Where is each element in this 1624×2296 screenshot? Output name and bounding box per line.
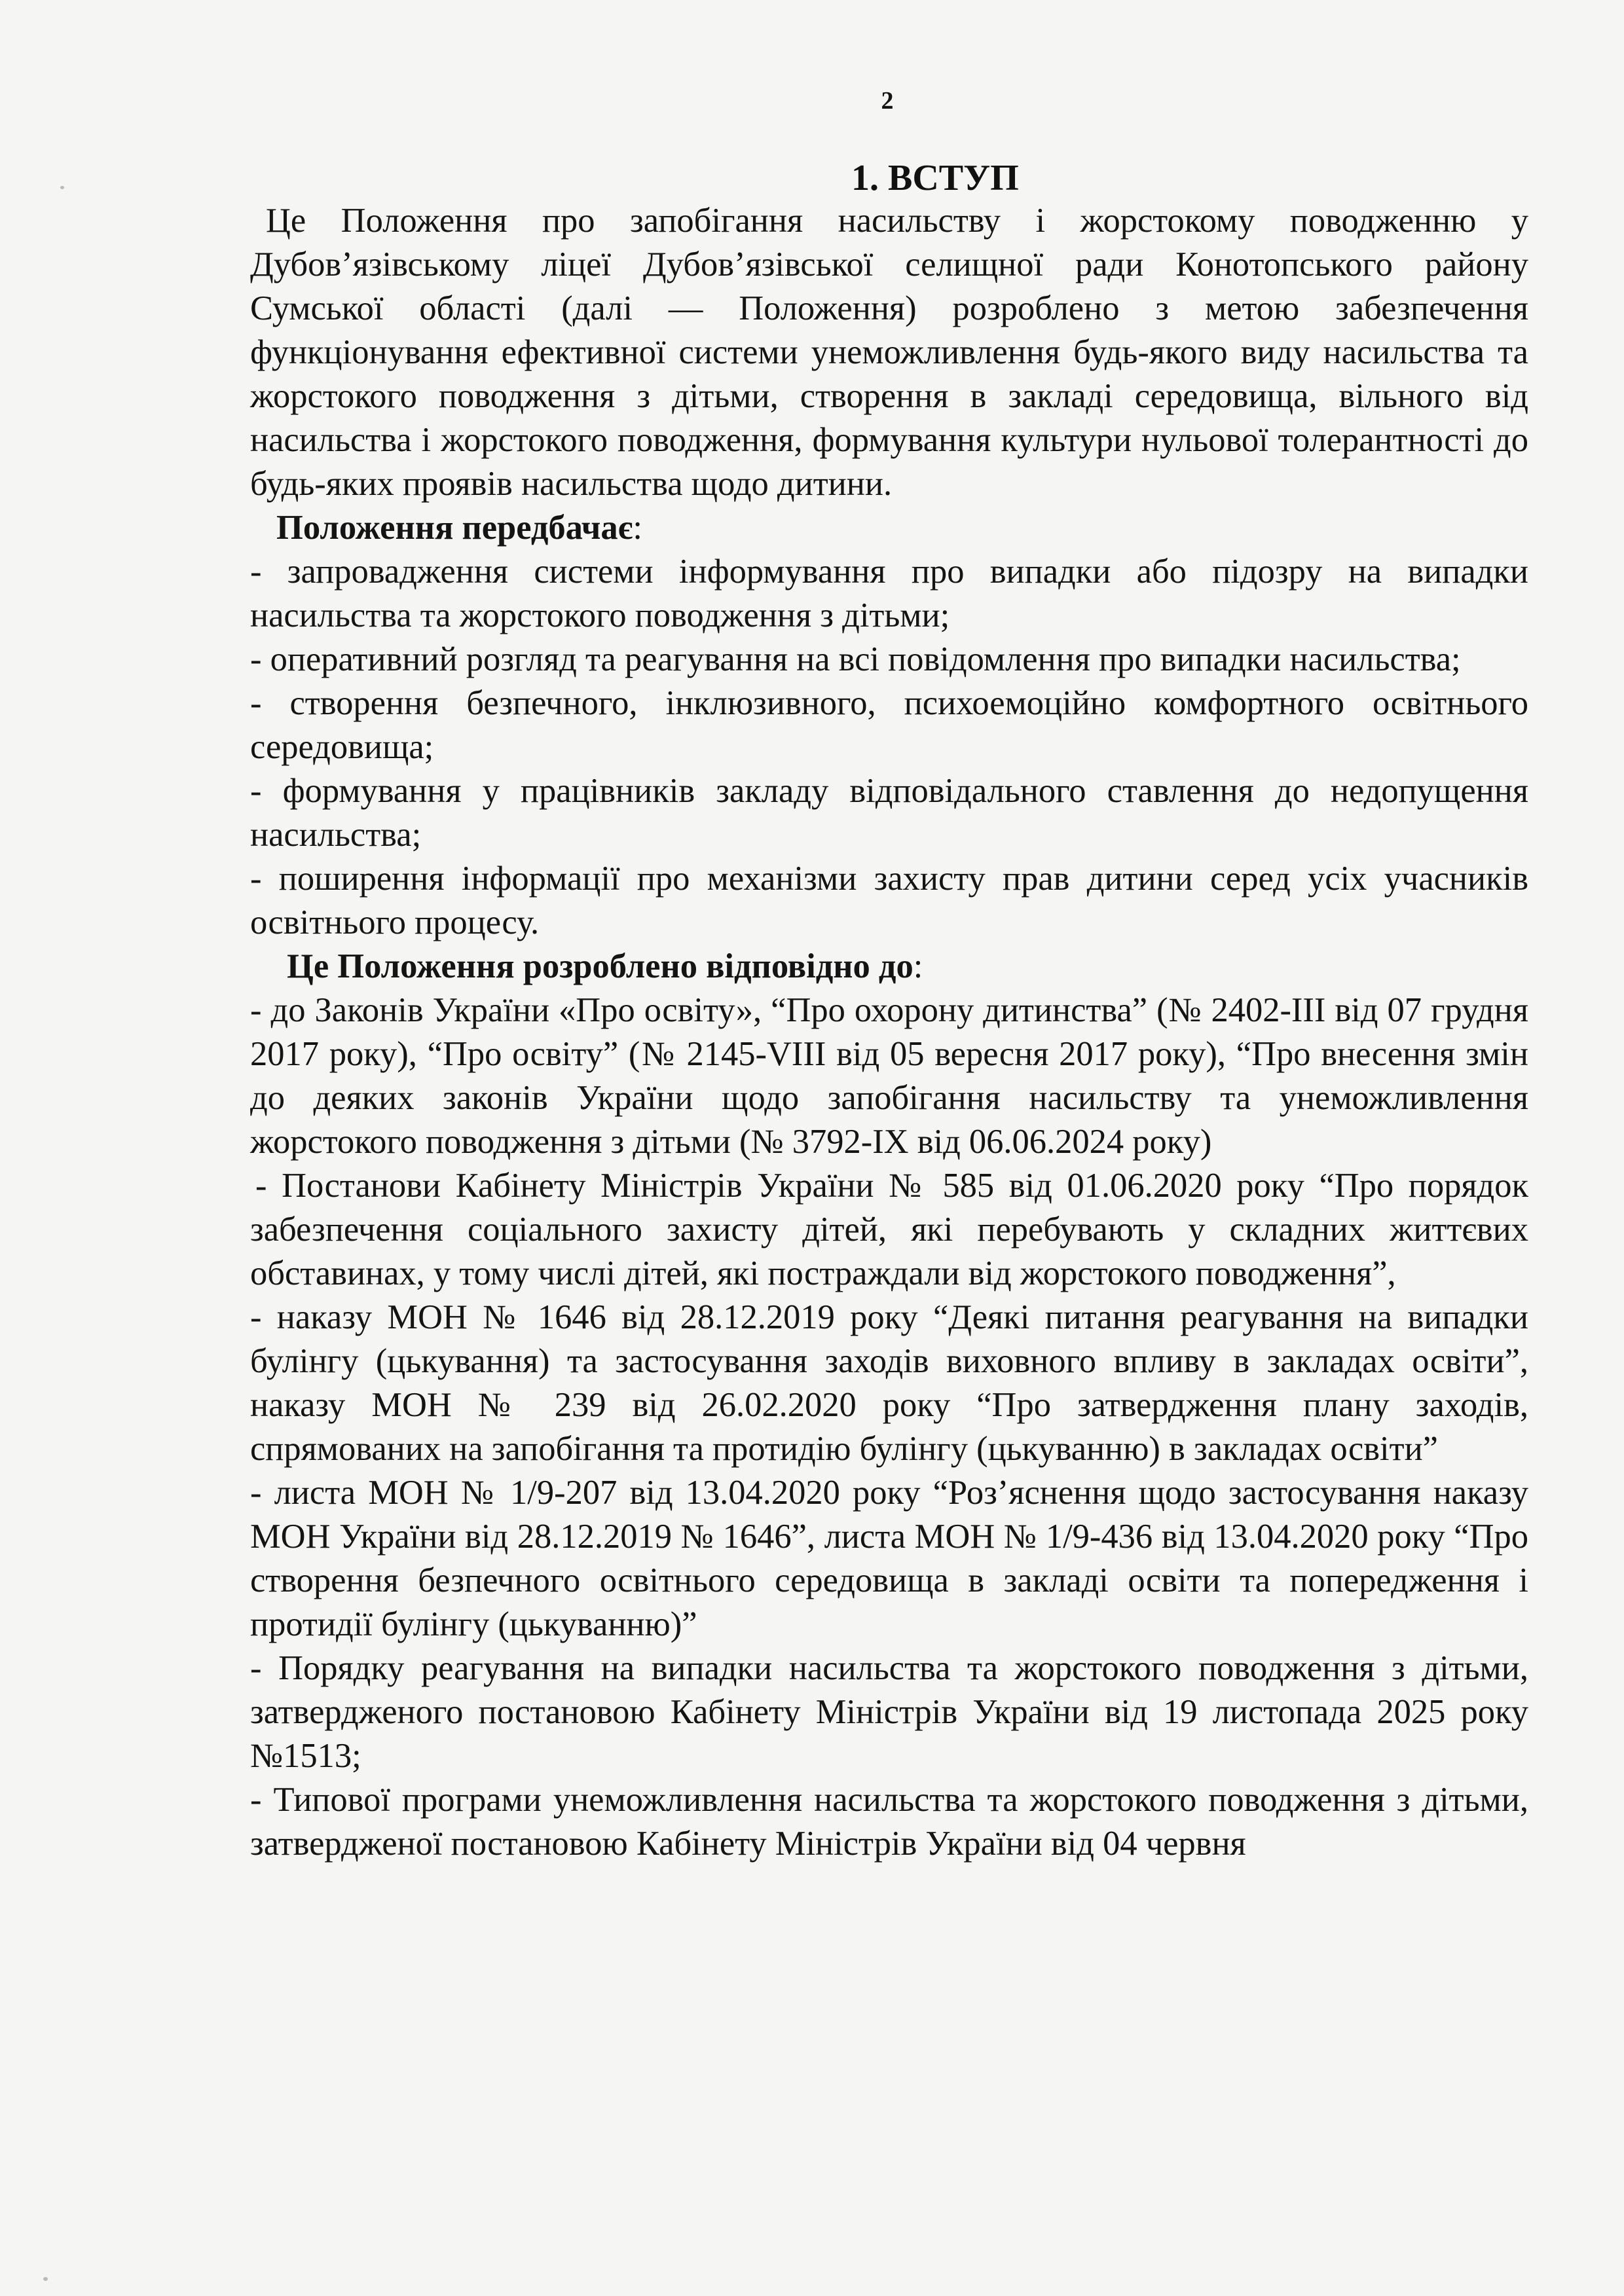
intro-paragraph: Це Положення про запобігання насильству і жорстокому поводженню у Дубов’язівському ліцеї Дубов’язівської селищної ради Конотопського району Сумської області (далі — Положення) розроблено з метою забезпечення функціонування ефективної системи унеможливлення будь-якого виду насильства та жорстокого поводження з дітьми, створення в закладі середовища, вільного від насильства і жорстокого поводження, формування культури нульової толерантності до будь-яких проявів насильства щодо дитини.	[250, 202, 1528, 503]
provides-heading	[250, 506, 1528, 550]
document-body	[250, 199, 1528, 1866]
basis-item: - наказу МОН № 1646 від 28.12.2019 року “Деякі питання реагування на випадки булінгу (цькування) та застосування заходів виховного впливу в закладах освіти”, наказу МОН № 239 від 26.02.2020 року “Про затвердження плану заходів, спрямованих на запобігання та протидію булінгу (цькуванню) в закладах освіти”	[250, 1298, 1528, 1468]
provides-item: - оперативний розгляд та реагування на всі повідомлення про випадки насильства;	[250, 640, 1461, 678]
provides-title: Положення передбачає	[276, 509, 633, 547]
basis-item: - Порядку реагування на випадки насильства та жорстокого поводження з дітьми, затвердженого постановою Кабінету Міністрів України від 19 листопада 2025 року №1513;	[250, 1649, 1528, 1775]
scan-speck	[43, 2277, 48, 2281]
basis-colon: :	[913, 947, 923, 985]
scan-speck	[60, 186, 64, 189]
basis-item: - до Законів України «Про освіту», “Про охорону дитинства” (№ 2402-ІІІ від 07 грудня 2017 року), “Про освіту” (№ 2145-VIII від 05 вересня 2017 року), “Про внесення змін до деяких законів України щодо запобігання насильству та унеможливлення жорстокого поводження з дітьми (№ 3792-IX від 06.06.2024 року)	[250, 991, 1528, 1161]
basis-item: - листа МОН № 1/9-207 від 13.04.2020 року “Роз’яснення щодо застосування наказу МОН України від 28.12.2019 № 1646”, листа МОН № 1/9-436 від 13.04.2020 року “Про створення безпечного освітнього середовища в закладі освіти та попередження і протидії булінгу (цькуванню)”	[250, 1474, 1528, 1643]
basis-title: Це Положення розроблено відповідно до	[287, 947, 913, 985]
basis-item: - Типової програми унеможливлення насильства та жорстокого поводження з дітьми, затвердженої постановою Кабінету Міністрів України від 04 червня	[250, 1781, 1528, 1863]
basis-heading	[250, 945, 1528, 989]
provides-item: - запровадження системи інформування про випадки або підозру на випадки насильства та жорстокого поводження з дітьми;	[250, 553, 1528, 634]
provides-item: - створення безпечного, інклюзивного, психоемоційно комфортного освітнього середовища;	[250, 684, 1528, 766]
page-number: 2	[881, 87, 894, 115]
provides-item: - поширення інформації про механізми захисту прав дитини серед усіх учасників освітнього процесу.	[250, 860, 1528, 941]
provides-item: - формування у працівників закладу відповідального ставлення до недопущення насильства;	[250, 772, 1528, 854]
provides-colon: :	[633, 509, 642, 547]
section-heading: 1. ВСТУП	[851, 158, 1019, 198]
basis-item: - Постанови Кабінету Міністрів України № 585 від 01.06.2020 року “Про порядок забезпечення соціального захисту дітей, які перебувають у складних життєвих обставинах, у тому числі дітей, які постраждали від жорстокого поводження”,	[250, 1167, 1528, 1292]
